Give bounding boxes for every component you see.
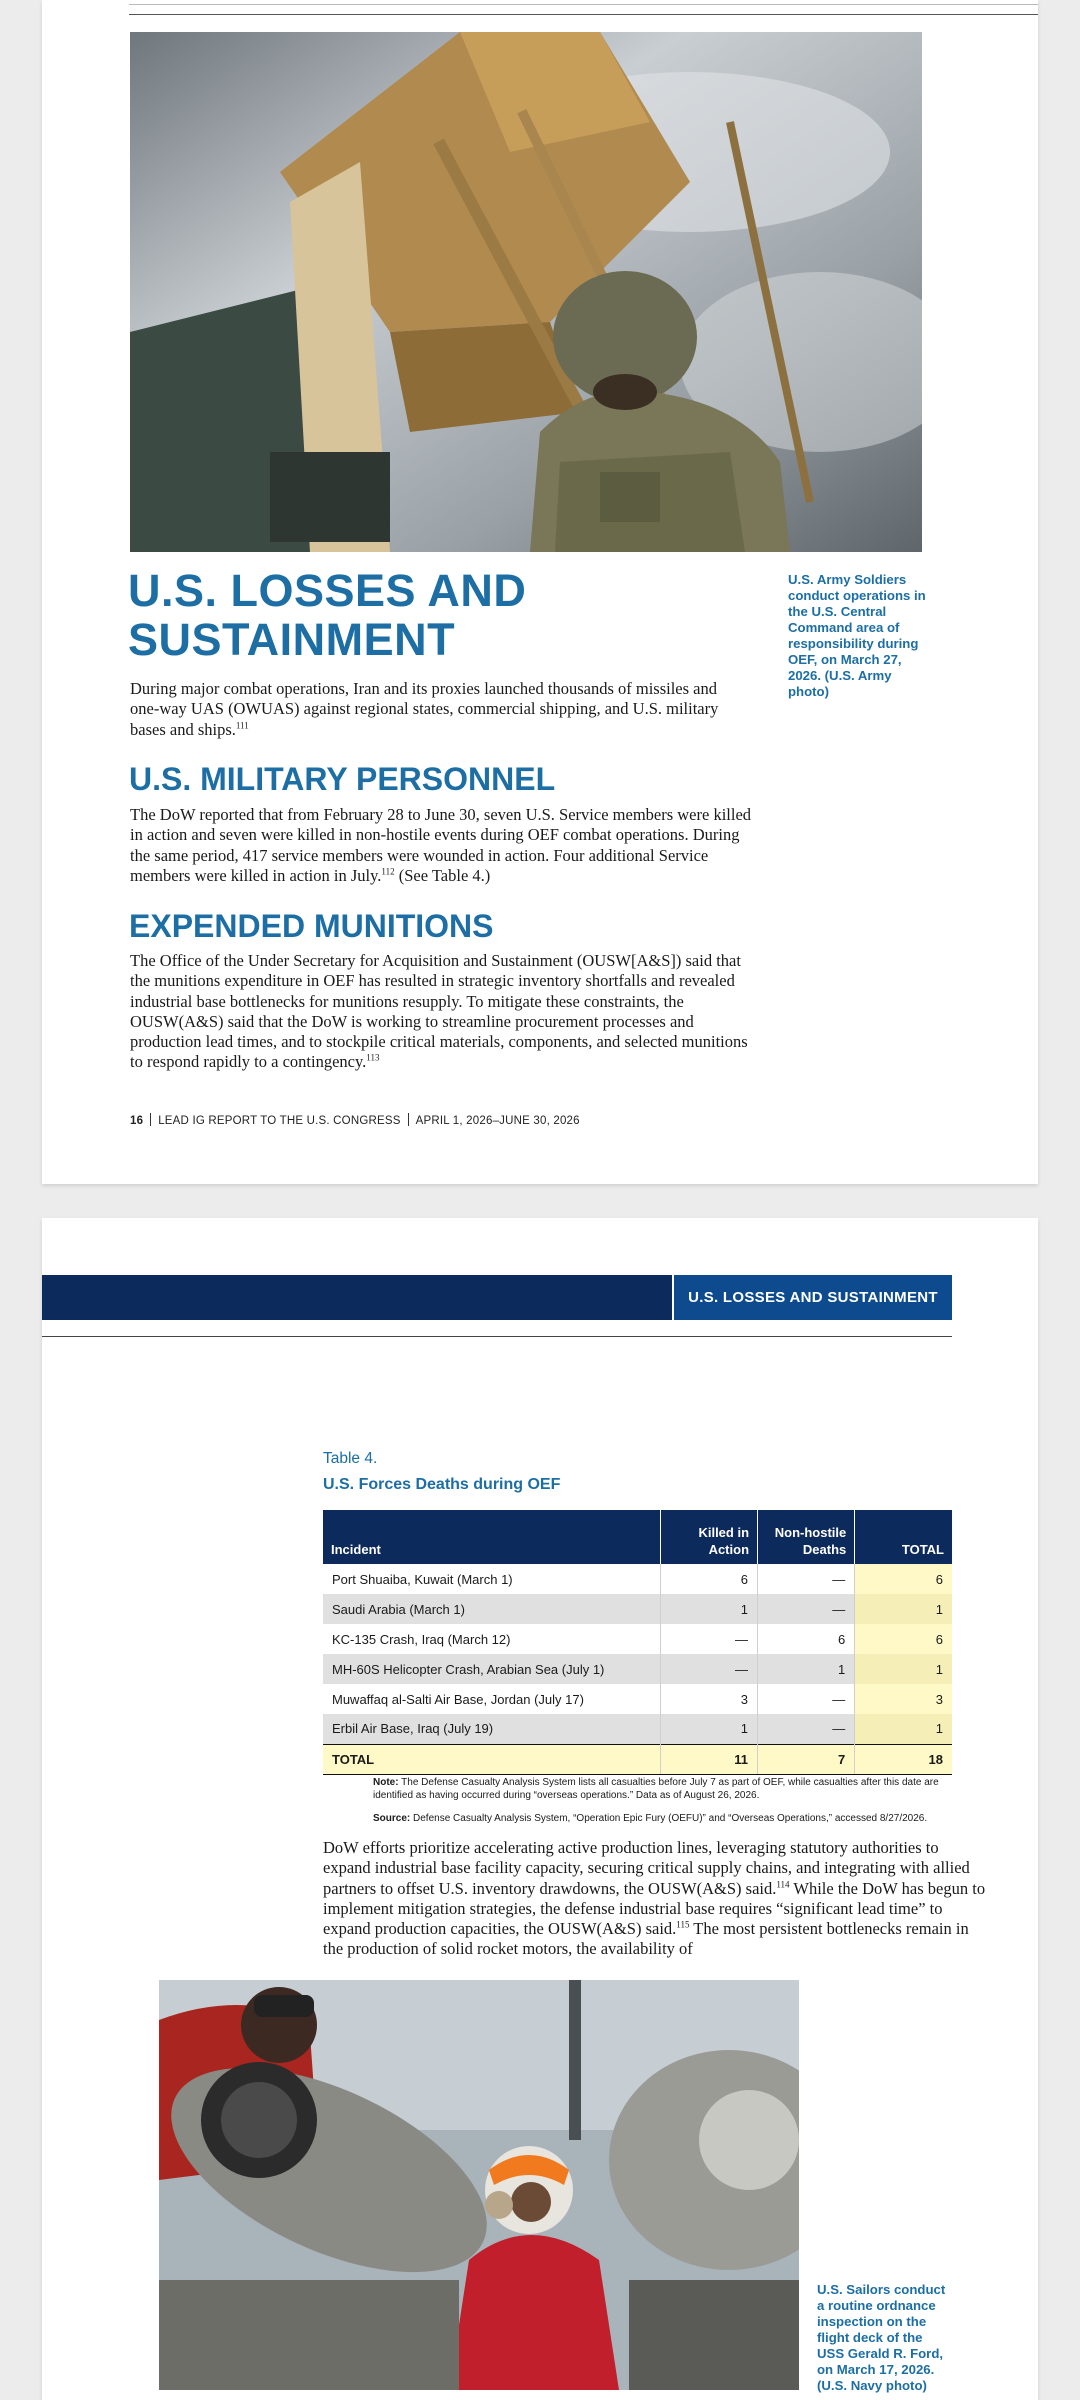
cell-total: 1 xyxy=(855,1714,952,1744)
table-row xyxy=(323,1564,952,1594)
cell-incident: Muwaffaq al-Salti Air Base, Jordan (July 17) xyxy=(323,1684,660,1714)
section-title: U.S. LOSSES AND SUSTAINMENT xyxy=(128,565,527,665)
cell-nonhostile-total: 7 xyxy=(758,1744,855,1774)
table-row xyxy=(323,1624,952,1654)
table-row xyxy=(323,1594,952,1624)
table-total-row xyxy=(323,1744,952,1774)
table-number: Table 4. xyxy=(323,1450,378,1467)
cell-total: 6 xyxy=(855,1564,952,1594)
header-section-title: U.S. LOSSES AND SUSTAINMENT xyxy=(674,1275,952,1320)
cell-nonhostile: — xyxy=(758,1714,855,1744)
footnote-ref[interactable]: 115 xyxy=(676,1919,690,1930)
cell-total: 1 xyxy=(855,1654,952,1684)
deaths-table xyxy=(323,1510,952,1775)
footer-separator xyxy=(150,1113,151,1126)
report-title: LEAD IG REPORT TO THE U.S. CONGRESS xyxy=(158,1115,401,1127)
page-number: 16 xyxy=(130,1115,144,1127)
report-page-17 xyxy=(42,1218,1038,2400)
footnote-ref[interactable]: 113 xyxy=(366,1052,380,1063)
cell-incident: Saudi Arabia (March 1) xyxy=(323,1594,660,1624)
table-title: U.S. Forces Deaths during OEF xyxy=(323,1476,561,1493)
cell-total: 3 xyxy=(855,1684,952,1714)
cell-kia-total: 11 xyxy=(660,1744,757,1774)
cell-kia: — xyxy=(660,1654,757,1684)
sailors-ordnance-inspection-photo xyxy=(159,1980,799,2390)
column-header-total: TOTAL xyxy=(855,1510,952,1564)
table-note: Note: The Defense Casualty Analysis System lists all casualties before July 7 as part of OEF, while casualties after this date are identified as having occurred during “overseas operations.” Data as of August 26, 2026. xyxy=(373,1777,939,1801)
report-period: APRIL 1, 2026‒JUNE 30, 2026 xyxy=(415,1115,580,1127)
table-row xyxy=(323,1684,952,1714)
cell-kia: 1 xyxy=(660,1714,757,1744)
cell-total-label: TOTAL xyxy=(323,1744,660,1774)
personnel-paragraph: The DoW reported that from February 28 to June 30, seven U.S. Service members were killed in action and seven were killed in non-hostile events during OEF combat operations. During the same period, 417 service members were wounded in action. Four additional Service members were killed in action in July.$^{112}$ (See Table 4.) xyxy=(130,805,752,885)
munitions-heading: EXPENDED MUNITIONS xyxy=(129,908,494,944)
photo-caption: U.S. Army Soldiers conduct operations in the U.S. Central Command area of responsibility during OEF, on March 27, 2026. (U.S. Army photo) xyxy=(788,572,926,699)
column-header-nonhostile: Non-hostile Deaths xyxy=(758,1510,855,1564)
cell-nonhostile: — xyxy=(758,1594,855,1624)
munitions-continued-paragraph: DoW efforts prioritize accelerating active production lines, leveraging statutory authorities to expand industrial base facility capacity, securing critical supply chains, and integrating with allied partners to offset U.S. inventory drawdowns, the OUSW(A&S) said.$^{114}$ While the DoW has begun to implement mitigation strategies, the defense industrial base requires “significant lead time” to expand production capacities, the OUSW(A&S) said.$^{115}$ The most persistent bottlenecks remain in the production of solid rocket motors, the availability of xyxy=(323,1838,986,1959)
munitions-paragraph: The Office of the Under Secretary for Acquisition and Sustainment (OUSW[A&S]) said that the munitions expenditure in OEF has resulted in strategic inventory shortfalls and revealed industrial base bottlenecks for munitions resupply. To mitigate these constraints, the OUSW(A&S) said that the DoW is working to streamline procurement processes and production lead times, and to stockpile critical materials, components, and selected munitions to respond rapidly to a contingency.$^{113}$ xyxy=(130,951,748,1072)
personnel-heading: U.S. MILITARY PERSONNEL xyxy=(129,761,556,797)
report-page-16 xyxy=(42,0,1038,1184)
cell-kia: 6 xyxy=(660,1564,757,1594)
cell-kia: 1 xyxy=(660,1594,757,1624)
cell-incident: MH-60S Helicopter Crash, Arabian Sea (July 1) xyxy=(323,1654,660,1684)
cell-kia: 3 xyxy=(660,1684,757,1714)
page-footer xyxy=(130,1113,580,1127)
cell-kia: — xyxy=(660,1624,757,1654)
cell-nonhostile: — xyxy=(758,1564,855,1594)
table-header-row xyxy=(323,1510,952,1564)
cell-nonhostile: 6 xyxy=(758,1624,855,1654)
cell-total: 6 xyxy=(855,1624,952,1654)
cell-total: 1 xyxy=(855,1594,952,1624)
cell-grand-total: 18 xyxy=(855,1744,952,1774)
header-band xyxy=(42,1275,672,1320)
top-rule xyxy=(129,14,1038,15)
intro-paragraph: During major combat operations, Iran and its proxies launched thousands of missiles and one-way UAS (OWUAS) against regional states, commercial shipping, and U.S. military bases and ships.$^{111}$ xyxy=(130,679,719,739)
cell-nonhostile: 1 xyxy=(758,1654,855,1684)
footer-separator xyxy=(408,1113,409,1126)
column-header-incident: Incident xyxy=(323,1510,660,1564)
photo-caption: U.S. Sailors conduct a routine ordnance inspection on the flight deck of the USS Gerald R. Ford, on March 17, 2026. (U.S. Navy photo) xyxy=(817,2282,946,2393)
table-row xyxy=(323,1714,952,1744)
footnote-ref[interactable]: 114 xyxy=(776,1879,790,1890)
table-source: Source: Defense Casualty Analysis System, “Operation Epic Fury (OEFU)” and “Overseas Operations,” accessed 8/27/2026. xyxy=(373,1813,928,1824)
footnote-ref[interactable]: 111 xyxy=(235,720,249,731)
cell-incident: Port Shuaiba, Kuwait (March 1) xyxy=(323,1564,660,1594)
footnote-ref[interactable]: 112 xyxy=(381,866,395,877)
cell-incident: Erbil Air Base, Iraq (July 19) xyxy=(323,1714,660,1744)
column-header-kia: Killed in Action xyxy=(660,1510,757,1564)
top-rule-thin xyxy=(129,4,1038,5)
cell-incident: KC-135 Crash, Iraq (March 12) xyxy=(323,1624,660,1654)
header-rule xyxy=(42,1336,952,1337)
soldiers-missile-launcher-photo xyxy=(130,32,922,552)
table-row xyxy=(323,1654,952,1684)
cell-nonhostile: — xyxy=(758,1684,855,1714)
